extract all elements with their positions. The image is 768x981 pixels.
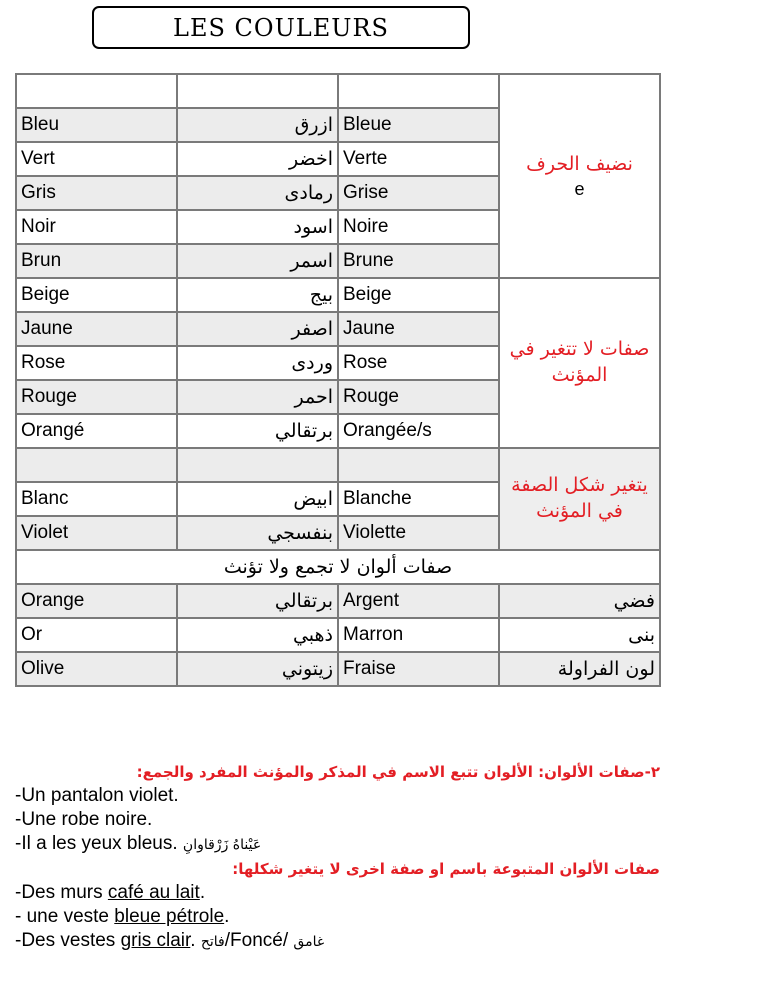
group-note-no-change [499,278,660,448]
example-line [15,929,660,954]
example-line: -Un pantalon violet. [15,785,179,806]
feminine-fr: Orangée/s [338,414,499,448]
arabic-term: فضي [499,584,660,618]
feminine-fr: Bleue [338,108,499,142]
page-title: LES COULEURS [92,6,470,49]
example-fr: -Il a les yeux bleus. [15,833,178,854]
invariable-fr: Orange [16,584,177,618]
arabic-term: ابيض [177,482,338,516]
arabic-term: برتقالي [177,414,338,448]
example-underlined: café au lait [107,882,200,903]
example-text: -Des vestes [15,930,121,951]
invariable-fr: Argent [338,584,499,618]
empty-cell [338,448,499,482]
group-note-form-change [499,448,660,550]
table-row [16,448,660,482]
feminine-fr: Violette [338,516,499,550]
masculine-fr: Rouge [16,380,177,414]
arabic-term: بنى [499,618,660,652]
example-line [15,905,660,929]
masculine-fr: Orangé [16,414,177,448]
invariable-heading: صفات ألوان لا تجمع ولا تؤنث [16,550,660,584]
table-row [16,618,660,652]
masculine-fr: Jaune [16,312,177,346]
feminine-fr: Grise [338,176,499,210]
feminine-fr: Verte [338,142,499,176]
example-ar: فاتح [200,934,225,950]
masculine-fr: Blanc [16,482,177,516]
example-text: - une veste [15,906,115,927]
arabic-term: اسمر [177,244,338,278]
masculine-fr: Brun [16,244,177,278]
masculine-fr: Vert [16,142,177,176]
empty-cell [16,448,177,482]
table-row [16,74,660,108]
example-line: -Une robe noire. [15,809,153,830]
masculine-fr: Violet [16,516,177,550]
arabic-term: رمادى [177,176,338,210]
arabic-term: ازرق [177,108,338,142]
feminine-fr: Rose [338,346,499,380]
arabic-term: اصفر [177,312,338,346]
masculine-fr: Rose [16,346,177,380]
group-label: صفات لا تتغير في المؤنث [509,338,650,386]
example-text: -Des murs [15,882,108,903]
table-row [16,652,660,686]
empty-cell [177,448,338,482]
colors-table [15,73,661,687]
arabic-term: بنفسجي [177,516,338,550]
grammar-notes [15,760,660,954]
notes-heading-compound: صفات الألوان المتبوعة باسم او صفة اخرى لا يتغير شكلها: [232,860,660,878]
example-line [15,832,660,857]
empty-cell [338,74,499,108]
table-row [16,278,660,312]
example-underlined: bleue pétrole [114,906,225,927]
arabic-term: لون الفراولة [499,652,660,686]
example-ar: غامق [293,934,325,950]
example-ar: عَيْناهُ زَرْقاوانِ [182,837,262,853]
empty-cell [177,74,338,108]
group-label: يتغير شكل الصفة في المؤنث [511,474,648,522]
arabic-term: اسود [177,210,338,244]
example-text: /Foncé/ [224,930,289,951]
feminine-fr: Beige [338,278,499,312]
group-note-add-e [499,74,660,278]
feminine-fr: Rouge [338,380,499,414]
invariable-fr: Olive [16,652,177,686]
notes-heading-agreement: ٢-صفات الألوان: الألوان تتبع الاسم في المذكر والمؤنث المفرد والجمع: [136,763,660,781]
arabic-term: زيتوني [177,652,338,686]
table-row [16,550,660,584]
example-line [15,881,660,905]
masculine-fr: Beige [16,278,177,312]
invariable-fr: Or [16,618,177,652]
group-letter: e [574,179,585,200]
arabic-term: احمر [177,380,338,414]
empty-cell [16,74,177,108]
table-row [16,584,660,618]
example-punct: . [224,906,230,927]
example-underlined: gris clair [120,930,191,951]
feminine-fr: Blanche [338,482,499,516]
group-label: نضيف الحرف [526,152,633,175]
arabic-term: وردى [177,346,338,380]
arabic-term: اخضر [177,142,338,176]
example-punct: . [199,882,206,903]
arabic-term: ذهبي [177,618,338,652]
feminine-fr: Jaune [338,312,499,346]
masculine-fr: Noir [16,210,177,244]
invariable-fr: Marron [338,618,499,652]
arabic-term: بيج [177,278,338,312]
invariable-fr: Fraise [338,652,499,686]
masculine-fr: Bleu [16,108,177,142]
feminine-fr: Noire [338,210,499,244]
example-punct: . [190,930,196,951]
feminine-fr: Brune [338,244,499,278]
arabic-term: برتقالي [177,584,338,618]
masculine-fr: Gris [16,176,177,210]
